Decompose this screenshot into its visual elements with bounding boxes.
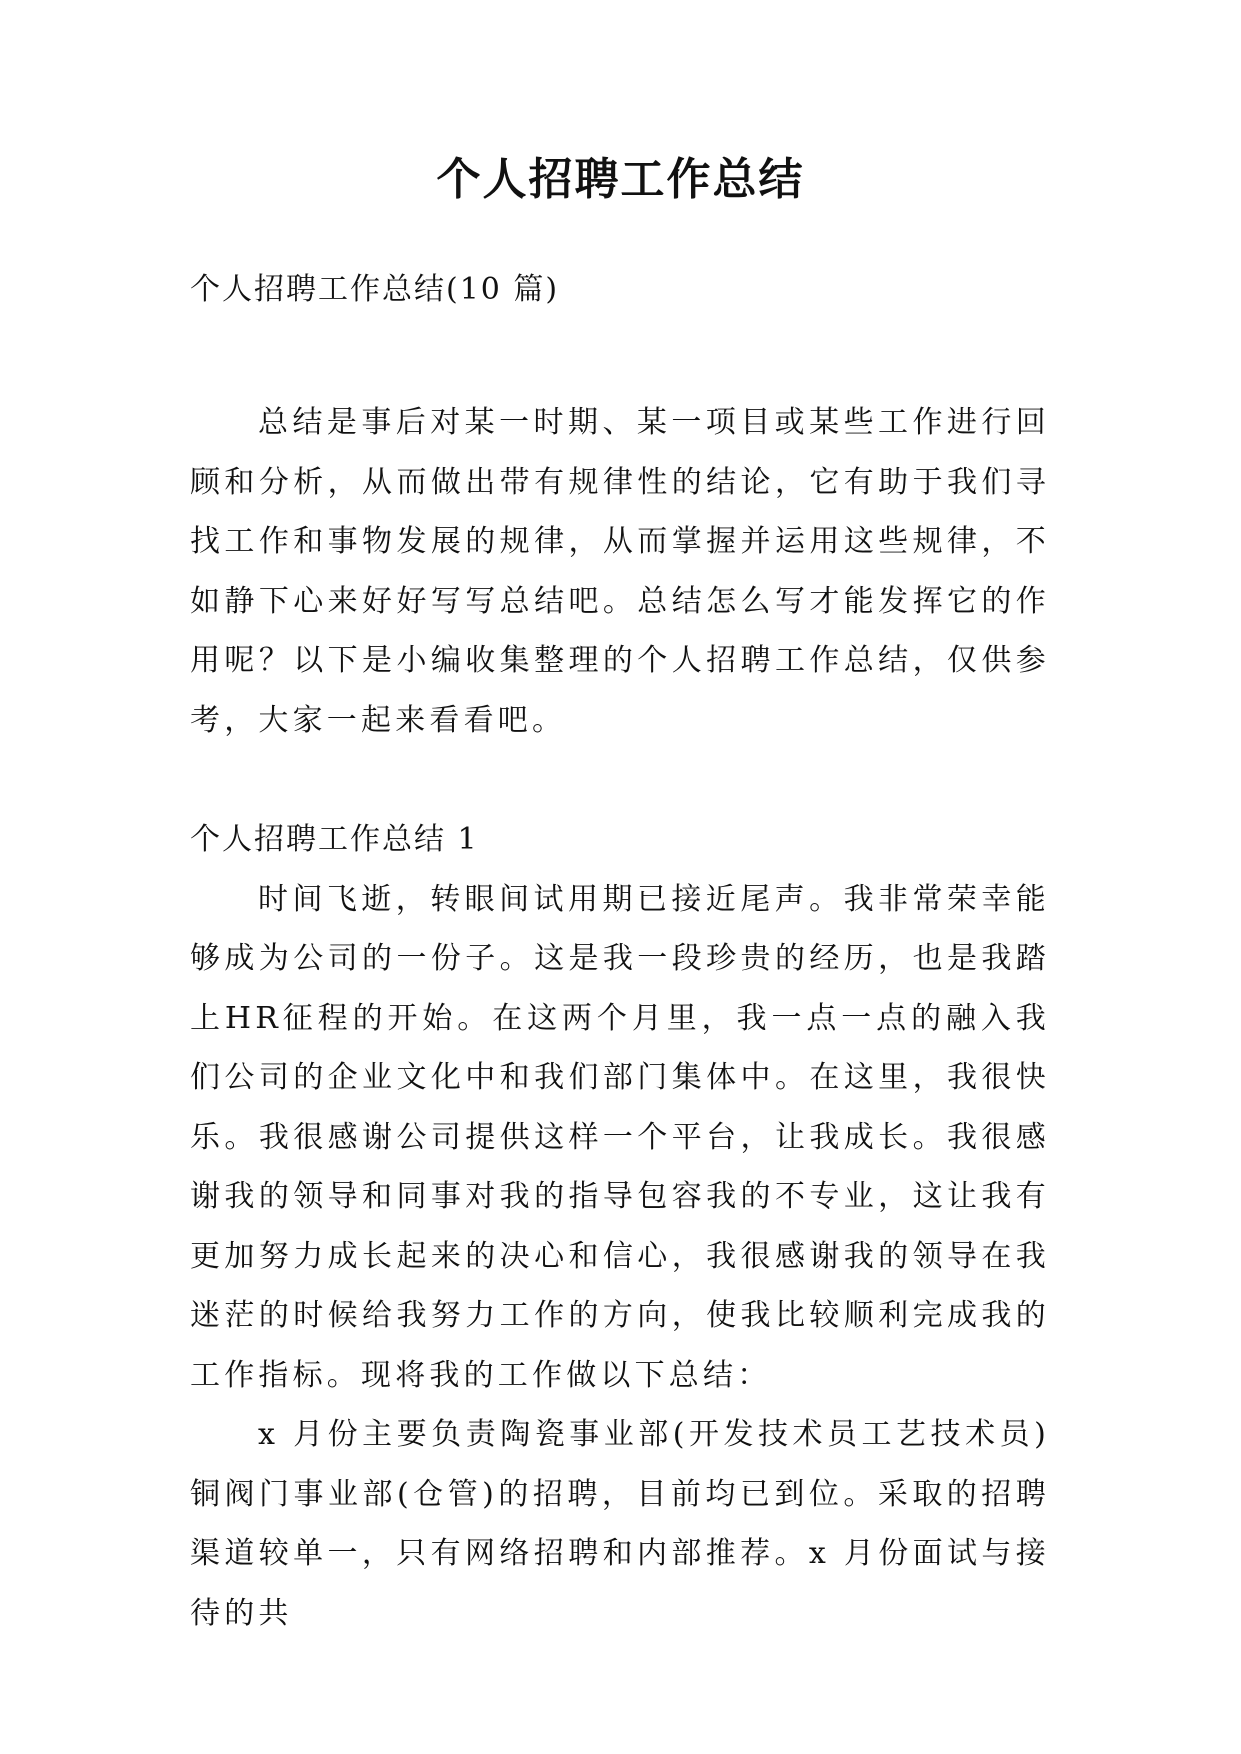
intro-paragraph: 总结是事后对某一时期、某一项目或某些工作进行回顾和分析，从而做出带有规律性的结论，它有助于我们寻找工作和事物发展的规律，从而掌握并运用这些规律，不如静下心来好好写写总结吧。总结怎么写才能发挥它的作用呢？以下是小编收集整理的个人招聘工作总结，仅供参考，大家一起来看看吧。 bbox=[190, 405, 1050, 738]
document-body bbox=[190, 262, 1050, 1643]
document-subtitle: 个人招聘工作总结(10 篇) bbox=[190, 272, 560, 307]
body-paragraph: 时间飞逝，转眼间试用期已接近尾声。我非常荣幸能够成为公司的一份子。这是我一段珍贵的经历，也是我踏上HR征程的开始。在这两个月里，我一点一点的融入我们公司的企业文化中和我们部门集体中。在这里，我很快乐。我很感谢公司提供这样一个平台，让我成长。我很感谢我的领导和同事对我的指导包容我的不专业，这让我有更加努力成长起来的决心和信心，我很感谢我的领导在我迷茫的时候给我努力工作的方向，使我比较顺利完成我的工作指标。现将我的工作做以下总结： bbox=[190, 881, 1050, 1393]
section-heading: 个人招聘工作总结 1 bbox=[190, 822, 479, 857]
body-paragraph: x 月份主要负责陶瓷事业部(开发技术员工艺技术员)铜阀门事业部(仓管)的招聘，目前均已到位。采取的招聘渠道较单一，只有网络招聘和内部推荐。x 月份面试与接待的共 bbox=[190, 1417, 1050, 1631]
document-title: 个人招聘工作总结 bbox=[436, 154, 805, 205]
